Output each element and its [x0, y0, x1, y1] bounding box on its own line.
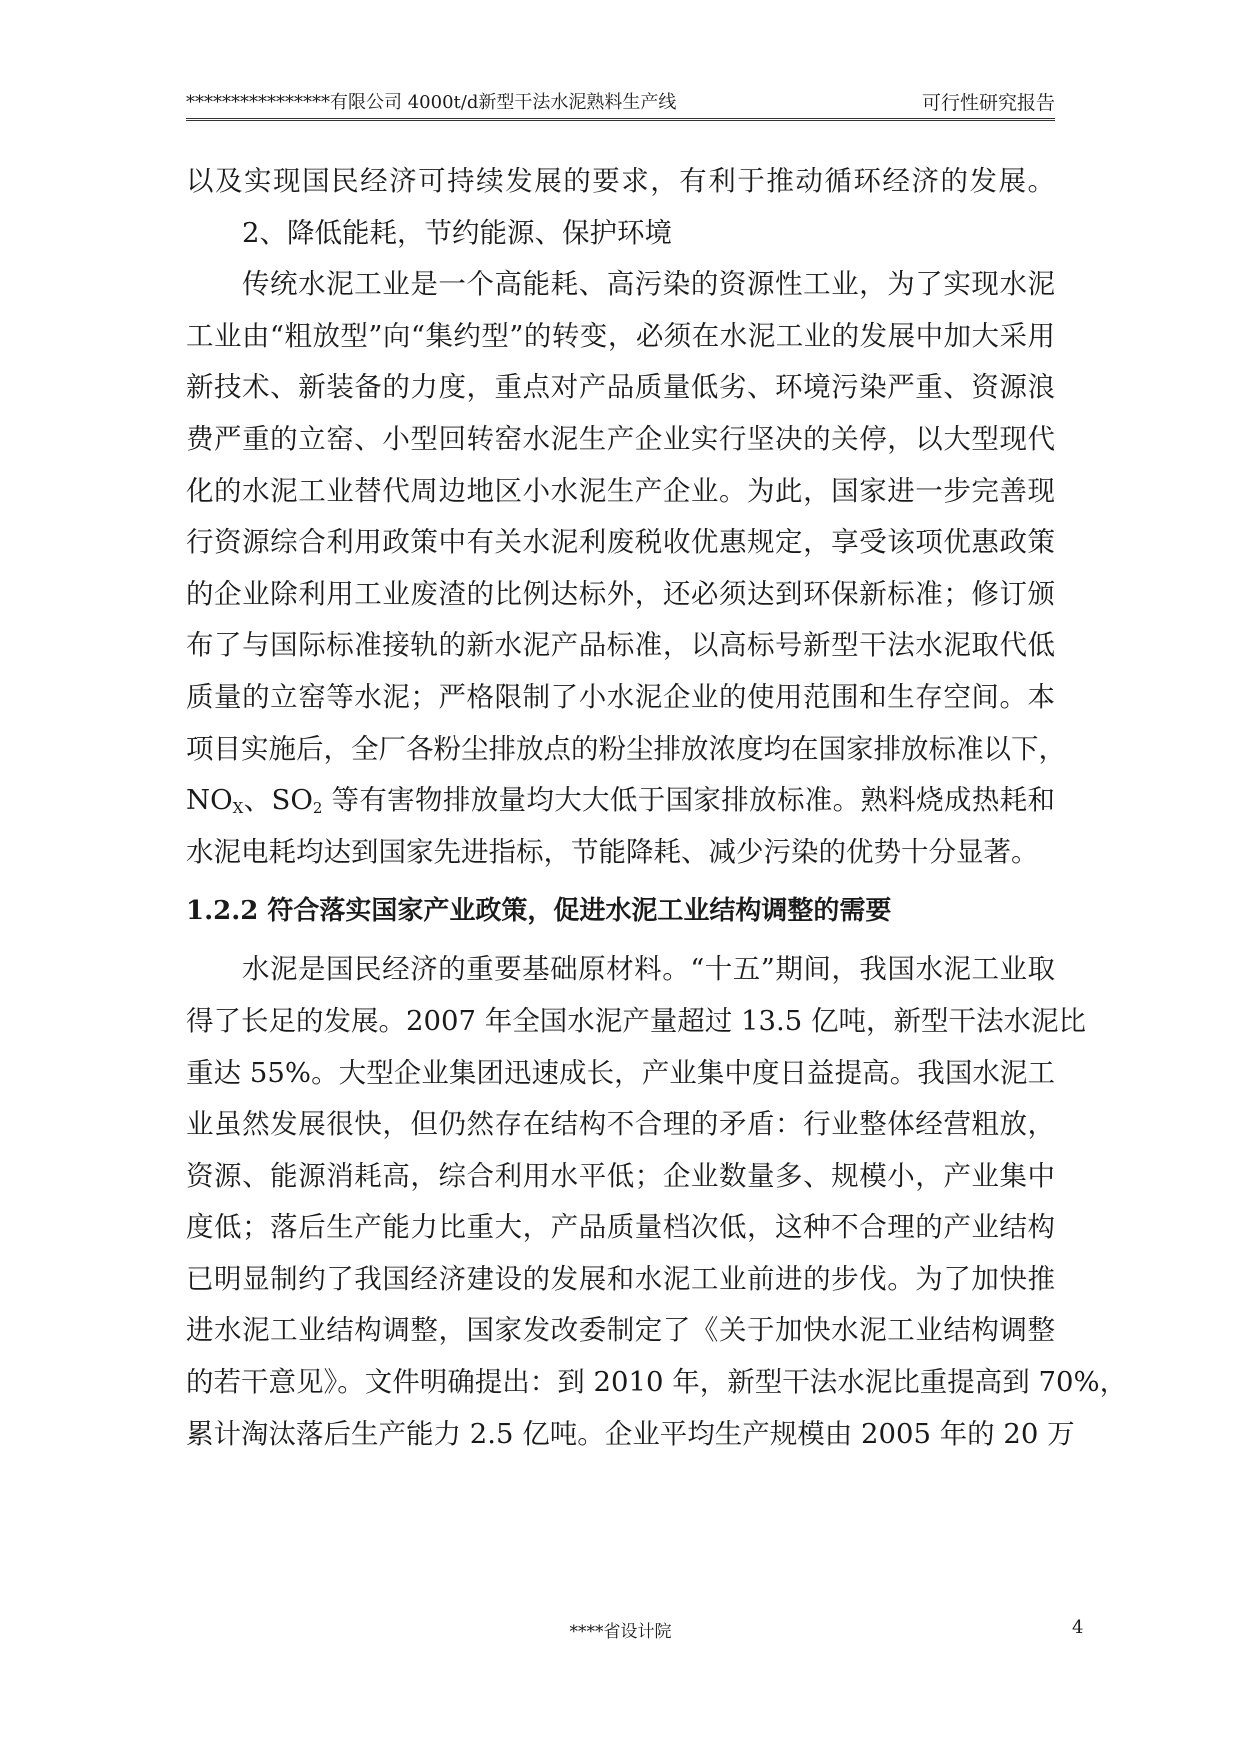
chemical-no: NO: [186, 784, 233, 817]
subsection-title: 2、降低能耗，节约能源、保护环境: [242, 216, 672, 249]
section-heading: 1.2.2 符合落实国家产业政策，促进水泥工业结构调整的需要: [186, 896, 892, 927]
document-body: [186, 156, 1128, 1460]
paragraph-line: 项目实施后，全厂各粉尘排放点的粉尘排放浓度均在国家排放标准以下，: [186, 732, 1066, 765]
paragraph-line: 工业由“粗放型”向“集约型”的转变，必须在水泥工业的发展中加大采用: [186, 319, 1055, 352]
paragraph-line: 化的水泥工业替代周边地区小水泥生产企业。为此，国家进一步完善现: [186, 474, 1055, 507]
subscript-2: 2: [312, 799, 323, 818]
footer-institute: ****省设计院: [569, 1622, 672, 1642]
paragraph-line: 的若干意见》。文件明确提出：到 2010 年，新型干法水泥比重提高到 70%，: [186, 1366, 1128, 1399]
paragraph-line: 新技术、新装备的力度，重点对产品质量低劣、环境污染严重、资源浪: [186, 371, 1055, 404]
paragraph-line: 以及实现国民经济可持续发展的要求，有利于推动循环经济的发展。: [186, 165, 1055, 197]
subscript-x: X: [232, 799, 244, 818]
paragraph-line: 业虽然发展很快，但仍然存在结构不合理的矛盾：行业整体经营粗放，: [186, 1108, 1055, 1141]
page-number: 4: [1072, 1617, 1084, 1638]
paragraph-line: 已明显制约了我国经济建设的发展和水泥工业前进的步伐。为了加快推: [186, 1262, 1055, 1295]
paragraph-line: 水泥是国民经济的重要基础原材料。“十五”期间，我国水泥工业取: [242, 953, 1055, 986]
paragraph-line: 重达 55%。大型企业集团迅速成长，产业集中度日益提高。我国水泥工: [186, 1056, 1055, 1089]
paragraph-line-emissions: [186, 775, 1055, 827]
paragraph-line: 度低；落后生产能力比重大，产品质量档次低，这种不合理的产业结构: [186, 1211, 1055, 1244]
paragraph-line: 费严重的立窑、小型回转窑水泥生产企业实行坚决的关停，以大型现代: [186, 422, 1055, 455]
paragraph-line: 水泥电耗均达到国家先进指标，节能降耗、减少污染的优势十分显著。: [186, 835, 1039, 868]
paragraph-line: 累计淘汰落后生产能力 2.5 亿吨。企业平均生产规模由 2005 年的 20 万: [186, 1417, 1075, 1450]
paragraph-line: 传统水泥工业是一个高能耗、高污染的资源性工业，为了实现水泥: [242, 268, 1055, 301]
header-project-title: ****************有限公司 4000t/d新型干法水泥熟料生产线: [186, 92, 677, 113]
paragraph-line: 布了与国际标准接轨的新水泥产品标准，以高标号新型干法水泥取代低: [186, 629, 1055, 662]
paragraph-line: 行资源综合利用政策中有关水泥利废税收优惠规定，享受该项优惠政策: [186, 526, 1055, 559]
paragraph-line: 进水泥工业结构调整，国家发改委制定了《关于加快水泥工业结构调整: [186, 1314, 1055, 1347]
paragraph-line: 质量的立窑等水泥；严格限制了小水泥企业的使用范围和生存空间。本: [186, 680, 1055, 713]
paragraph-line: 得了长足的发展。2007 年全国水泥产量超过 13.5 亿吨，新型干法水泥比: [186, 1004, 1086, 1037]
header-report-type: 可行性研究报告: [921, 92, 1055, 114]
paragraph-line: 的企业除利用工业废渣的比例达标外，还必须达到环保新标准；修订颁: [186, 577, 1055, 610]
chemical-so: 、SO: [243, 784, 313, 817]
paragraph-line: 资源、能源消耗高，综合利用水平低；企业数量多、规模小，产业集中: [186, 1159, 1055, 1192]
emissions-text: 等有害物排放量均大大低于国家排放标准。熟料烧成热耗和: [322, 784, 1055, 817]
page-footer: [0, 1617, 1241, 1647]
page-header: [186, 84, 1055, 121]
